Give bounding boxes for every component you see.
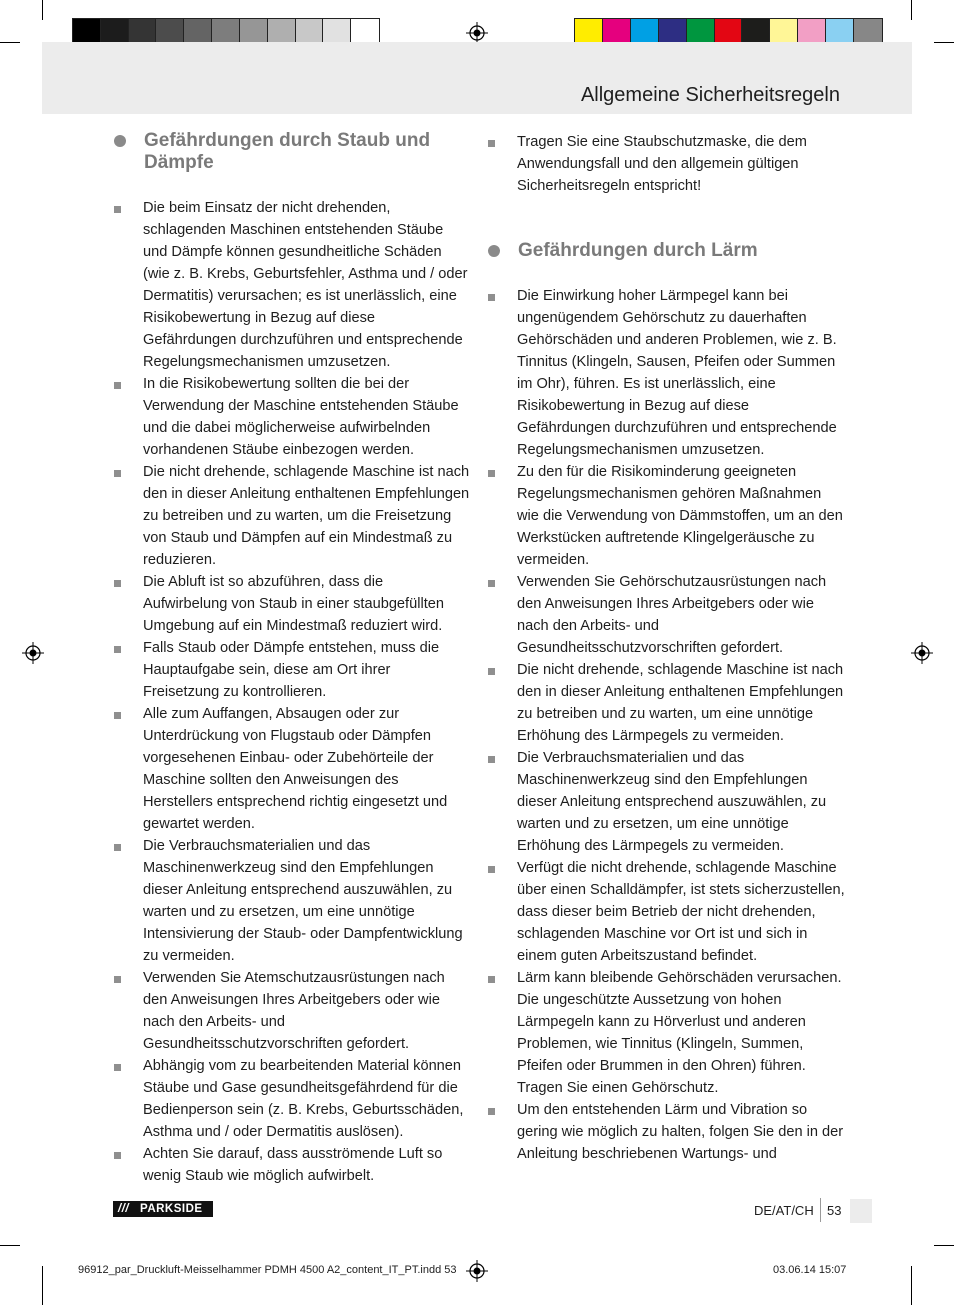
list-item-text: Die Verbrauchsmaterialien und das Maschinenwerkzeug sind den Empfehlungen dieser Anleitung entsprechend auszuwählen, zu warten und zu ersetzen, um eine unnötige Intensivierung der Staub- oder Dampfentwicklung zu vermeiden. [143,838,463,964]
square-bullet-icon [114,646,121,653]
list-item [114,835,470,967]
crop-mark [0,42,20,43]
crop-mark [934,42,954,43]
crop-mark [0,1245,20,1246]
list-item-text: In die Risikobewertung sollten die bei der Verwendung der Maschine entstehenden Stäube und die dabei möglicherweise aufwirbelnden vorhandenen Stäube einbezogen werden. [143,376,459,458]
noise-safety-list [488,285,846,1165]
list-item-text: Die beim Einsatz der nicht drehenden, schlagenden Maschinen entstehenden Stäube und Dämpfe können gesundheitliche Schäden (wie z. B. Krebs, Geburtsfehler, Asthma und / oder Dermatitis) verursachen; es ist unerlässlich, eine Risikobewertung in Bezug auf diese Gefährdungen durchzuführen und entsprechende Regelungsmechanismen umzusetzen. [143,200,468,370]
heading-bullet-icon [488,245,500,257]
list-item-text: Tragen Sie eine Staubschutzmaske, die dem Anwendungsfall und den allgemein gültigen Sicherheitsregeln entspricht! [517,134,807,194]
square-bullet-icon [114,580,121,587]
list-item-text: Lärm kann bleibende Gehörschäden verursachen. Die ungeschützte Aussetzung von hohen Lärmpegeln kann zu Hörverlust und anderen Problemen, wie Tinnitus (Klingeln, Summen, Pfeifen oder Brummen in den Ohren) führen. Tragen Sie einen Gehörschutz. [517,970,842,1096]
square-bullet-icon [488,580,495,587]
list-item-text: Abhängig vom zu bearbeitenden Material können Stäube und Gase gesundheitsgefährdend für die Bedienperson sein (z. B. Krebs, Geburtsschäden, Asthma und / oder Dermatitis auslösen). [143,1058,464,1140]
region-label: DE/AT/CH [754,1203,814,1218]
heading-bullet-icon [114,135,126,147]
registration-mark-icon [22,642,44,664]
print-slug-filename: 96912_par_Druckluft-Meisselhammer PDMH 4500 A2_content_IT_PT.indd 53 [78,1264,457,1276]
square-bullet-icon [114,382,121,389]
page-number: 53 [827,1203,842,1218]
list-item-text: Zu den für die Risikominderung geeigneten Regelungsmechanismen gehören Maßnahmen wie die Verwendung von Dämmstoffen, um an den Werkstücken auftretende Klingelgeräusche zu vermeiden. [517,464,843,568]
registration-mark-icon [466,1260,488,1282]
registration-mark-icon [911,642,933,664]
square-bullet-icon [488,294,495,301]
list-item-text: Alle zum Auffangen, Absaugen oder zur Unterdrückung von Flugstaub oder Dämpfen vorgesehenen Einbau- oder Zubehörteile der Maschine sollten den Anweisungen des Herstellers entsprechend richtig eingesetzt und gewartet werden. [143,706,448,832]
logo-slashes: /// [118,1203,130,1215]
section-heading-text: Gefährdungen durch Staub und Dämpfe [144,130,431,173]
parkside-logo [113,1201,213,1217]
list-item [488,1099,846,1165]
list-item-text: Achten Sie darauf, dass ausströmende Luft so wenig Staub wie möglich aufwirbelt. [143,1146,443,1184]
section-heading-noise [488,240,846,262]
square-bullet-icon [114,712,121,719]
right-column [488,131,846,1165]
list-item [114,1055,470,1143]
list-item-text: Die nicht drehende, schlagende Maschine ist nach den in dieser Anleitung enthaltenen Empfehlungen zu betreiben und zu warten, um eine unnötige Erhöhung des Lärmpegels zu vermeiden. [517,662,844,744]
list-item-text: Die Verbrauchsmaterialien und das Maschinenwerkzeug sind den Empfehlungen dieser Anleitung entsprechend auszuwählen, zu warten und zu ersetzen, um eine unnötige Erhöhung des Lärmpegels zu vermeiden. [517,750,827,854]
print-slug-date: 03.06.14 15:07 [773,1264,847,1276]
square-bullet-icon [114,844,121,851]
section-heading-text: Gefährdungen durch Lärm [518,240,758,261]
list-item [114,197,470,373]
list-item [488,131,846,197]
left-column [114,130,470,1187]
page-title: Allgemeine Sicherheitsregeln [580,84,840,106]
list-item [488,571,846,659]
crop-mark [911,0,912,20]
list-item [114,461,470,571]
square-bullet-icon [114,1152,121,1159]
square-bullet-icon [488,976,495,983]
crop-mark [911,1266,912,1305]
square-bullet-icon [488,470,495,477]
registration-mark-icon [466,22,488,44]
list-item [488,857,846,967]
section-heading-dust [114,130,470,174]
square-bullet-icon [488,866,495,873]
list-item-text: Die nicht drehende, schlagende Maschine ist nach den in dieser Anleitung enthaltenen Empfehlungen zu betreiben und zu warten, um die Freisetzung von Staub und Dämpfen auf ein Mindestmaß zu reduzieren. [143,464,470,568]
square-bullet-icon [114,470,121,477]
logo-text: PARKSIDE [140,1203,203,1215]
list-item [114,637,470,703]
page-tab [850,1199,872,1223]
list-item [488,461,846,571]
dust-safety-list [114,197,470,1187]
list-item [114,373,470,461]
list-item [114,967,470,1055]
square-bullet-icon [114,1064,121,1071]
square-bullet-icon [114,206,121,213]
list-item-text: Falls Staub oder Dämpfe entstehen, muss die Hauptaufgabe sein, diese am Ort ihrer Freisetzung zu kontrollieren. [143,640,440,700]
footer-divider [820,1198,821,1222]
list-item-text: Die Abluft ist so abzuführen, dass die Aufwirbelung von Staub in einer staubgefüllten Umgebung auf ein Mindestmaß reduziert wird. [143,574,444,634]
dust-mask-list [488,131,846,197]
list-item [114,1143,470,1187]
list-item-text: Verwenden Sie Gehörschutzausrüstungen nach den Anweisungen Ihres Arbeitgebers oder wie nach den Arbeits- und Gesundheitsschutzvorschriften gefordert. [517,574,827,656]
list-item-text: Um den entstehenden Lärm und Vibration so gering wie möglich zu halten, folgen Sie den in der Anleitung beschriebenen Wartungs- und [517,1102,844,1162]
square-bullet-icon [114,976,121,983]
list-item-text: Die Einwirkung hoher Lärmpegel kann bei ungenügendem Gehörschutz zu dauerhaften Gehörschäden und anderen Problemen, wie z. B. Tinnitus (Klingeln, Sausen, Pfeifen oder Summen im Ohr), führen. Es ist unerlässlich, eine Risikobewertung in Bezug auf diese Gefährdungen durchzuführen und entsprechende Regelungsmechanismen umzusetzen. [517,288,837,458]
crop-mark [934,1245,954,1246]
list-item [488,747,846,857]
list-item-text: Verwenden Sie Atemschutzausrüstungen nach den Anweisungen Ihres Arbeitgebers oder wie nach den Arbeits- und Gesundheitsschutzvorschriften gefordert. [143,970,445,1052]
list-item [114,703,470,835]
list-item [488,659,846,747]
square-bullet-icon [488,1108,495,1115]
crop-mark [42,1266,43,1305]
list-item-text: Verfügt die nicht drehende, schlagende Maschine über einen Schalldämpfer, ist stets sicherzustellen, dass dieser beim Betrieb der nicht drehenden, schlagenden Maschine vor Ort ist und sich in einem guten Arbeitszustand befindet. [517,860,845,964]
square-bullet-icon [488,756,495,763]
list-item [114,571,470,637]
square-bullet-icon [488,668,495,675]
square-bullet-icon [488,140,495,147]
list-item [488,285,846,461]
crop-mark [42,0,43,20]
list-item [488,967,846,1099]
